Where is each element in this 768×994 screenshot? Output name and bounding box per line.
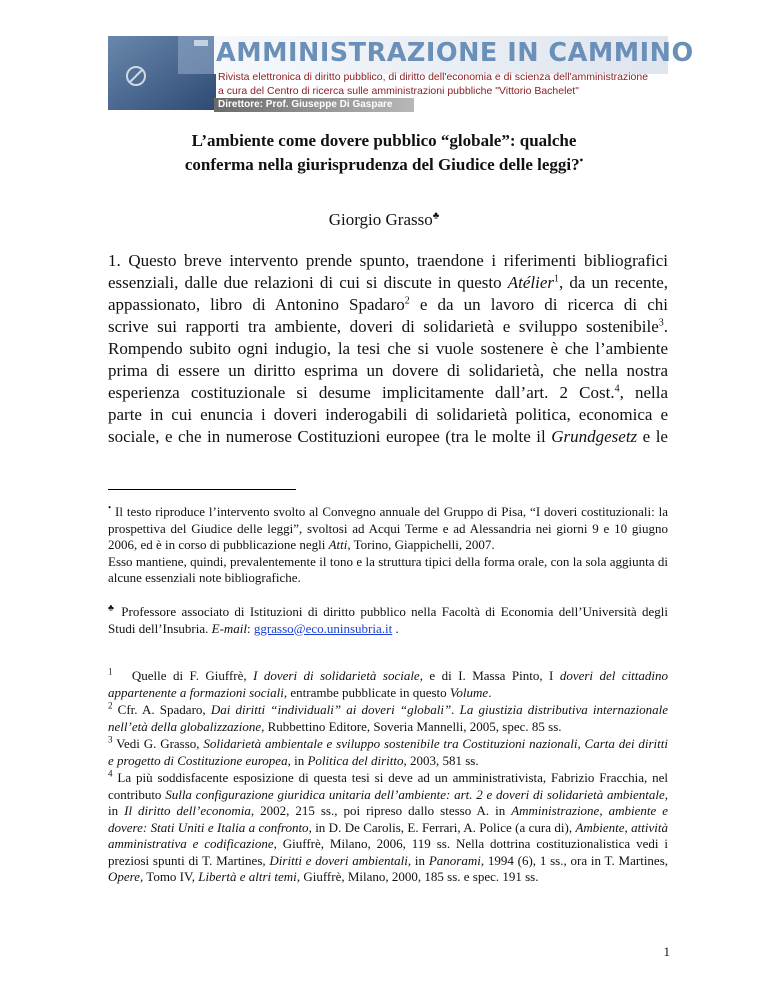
footnote-text: , Giuffrè, Milano, 2006, 119 ss. Nella dottrina costituzionalistica vedi i preziosi spunti di T. Martines,: [108, 836, 668, 868]
footnote-club: [108, 604, 668, 637]
title-footnote-mark: •: [579, 155, 584, 167]
body-text: e le: [637, 427, 668, 446]
body-italic: Atélier: [507, 273, 554, 292]
director-label: Direttore: Prof. Giuseppe Di Gaspare: [218, 99, 393, 110]
footnote-text: Esso mantiene, quindi, prevalentemente il tono e la struttura tipici della forma orale, con la sola aggiunta di alcune essenziali note bibliografiche.: [108, 553, 668, 585]
footnote-italic: doveri del cittadino appartenente a formazioni sociali: [108, 668, 669, 700]
footnote-text: , 1994 (6), 1 ss., ora in T. Martines,: [480, 852, 669, 868]
body-line: [108, 426, 668, 448]
body-line: [108, 338, 668, 360]
footnote-text: .: [392, 620, 399, 636]
footnote-text: , in D. De Carolis, E. Ferrari, A. Police (a cura di),: [308, 819, 576, 835]
footnote-italic: Volume: [449, 684, 489, 700]
footnote-ref[interactable]: 1: [554, 273, 559, 285]
footnote-ref[interactable]: 4: [614, 383, 620, 395]
body-line: [108, 250, 668, 272]
page-number: 1: [663, 944, 670, 959]
journal-subtitle: Rivista elettronica di diritto pubblico, di diritto dell'economia e di scienza dell'amministrazione: [218, 71, 649, 83]
footnote-italic: Ambiente, attività amministrativa e codificazione: [108, 819, 669, 851]
footnote-1: [108, 668, 668, 701]
body-text: , nella: [619, 383, 668, 402]
footnote-text: Vedi G. Grasso,: [116, 736, 204, 751]
footnote-text: , in: [287, 752, 308, 768]
footnote-italic: Il diritto dell’economia: [124, 803, 251, 818]
body-text: parte in cui enuncia i doveri inderogabili di solidarietà politica, economica e: [108, 405, 668, 424]
footnote-3: [108, 736, 668, 769]
body-text: prima di essere un diritto esprima un dovere di solidarietà, che nella nostra: [108, 361, 668, 380]
footnote-text: Cfr. A. Spadaro,: [117, 702, 211, 717]
author: [100, 210, 668, 230]
footnote-text: La più soddisfacente esposizione di questa tesi si deve ad un amministrativista, Fabrizio Fracchia, nel contributo: [108, 770, 669, 802]
journal-header: [108, 36, 694, 116]
footnote-text: , e di I. Massa Pinto, I: [419, 668, 560, 683]
footnote-text: , Torino, Giappichelli, 2007.: [347, 537, 495, 552]
body-text: esperienza costituzionale si desume implicitamente dall’art. 2 Cost.: [108, 383, 615, 402]
footnote-text: , entrambe pubblicate in questo: [283, 684, 450, 700]
email-label: E-mail: [211, 620, 248, 636]
body-text: e da un lavoro di ricerca di chi: [409, 295, 669, 314]
author-name: Giorgio Grasso: [328, 210, 433, 229]
footnote-text: Il testo riproduce l’intervento svolto al Convegno annuale del Gruppo di Pisa, “I doveri costituzionali: la prospettiva del Giudice delle leggi”, svoltosi ad Acqui Terme e ad Alessandria nei giorni 9 e 10 giugno 2006, ed è in corso di pubblicazione negli: [108, 504, 668, 552]
journal-logo: [108, 36, 216, 110]
article-title-line-2: [100, 155, 668, 175]
body-text: , da un recente,: [559, 273, 668, 292]
body-line: [108, 382, 668, 404]
footnote-mark: •: [108, 502, 112, 513]
body-line: [108, 360, 668, 382]
footnote-italic: Solidarietà ambientale e sviluppo sostenibile tra Costituzioni nazionali, Carta dei diritti e progetto di Costituzione europea: [108, 736, 669, 768]
body-line: [108, 272, 668, 294]
footnote-italic: Dai diritti “individuali” ai doveri “globali”. La giustizia distributiva internazionale nell’età della globalizzazione: [108, 702, 668, 734]
footnote-italic: Libertà e altri temi: [198, 869, 297, 884]
footnote-italic: Diritti e doveri ambientali: [269, 852, 408, 868]
footnote-text: Professore associato di Istituzioni di diritto pubblico nella Facoltà di Economia dell’Università degli Studi dell’Insubria.: [108, 604, 668, 636]
footnote-ref[interactable]: 2: [404, 295, 410, 307]
footnote-number: 4: [108, 768, 113, 779]
article-title-text: conferma nella giurisprudenza del Giudice delle leggi?: [184, 155, 580, 174]
body-italic: Grundgesetz: [551, 427, 638, 446]
footnote-text: , in: [108, 786, 668, 818]
footnote-text: , Rubbettino Editore, Soveria Mannelli, 2005, spec. 85 ss.: [261, 718, 562, 734]
director-bar: [214, 98, 414, 112]
footnote-italic: Politica del diritto: [307, 752, 404, 768]
body-text: .: [663, 317, 668, 336]
footnote-text: Quelle di F. Giuffrè,: [131, 668, 254, 683]
footnote-number: 3: [108, 734, 113, 745]
footnote-italic: Opere: [108, 869, 141, 884]
article-title-line-1: L’ambiente come dovere pubblico “globale”: qualche: [191, 131, 577, 150]
footnote-number: 2: [108, 700, 113, 711]
footnote-4: [108, 770, 668, 886]
body-text: 1. Questo breve intervento prende spunto, traendone i riferimenti bibliografici: [108, 251, 668, 270]
footnote-text: .: [488, 684, 492, 700]
body-text: scrive sui rapporti tra ambiente, doveri di solidarietà e sviluppo sostenibile: [108, 317, 659, 336]
footnote-italic: I doveri di solidarietà sociale: [253, 668, 420, 683]
body-line: [108, 404, 668, 426]
email-link[interactable]: ggrasso@eco.uninsubria.it: [253, 620, 393, 636]
body-text: sociale, e che in numerose Costituzioni europee (tra le molte il: [108, 427, 552, 446]
footnote-text: , 2002, 215 ss., poi ripreso dallo stesso A. in: [250, 803, 512, 818]
footnote-number: 1: [108, 666, 113, 677]
footnote-bullet: [108, 504, 668, 587]
footnote-text: , Tomo IV,: [140, 869, 199, 884]
journal-subtitle-2: a cura del Centro di ricerca sulle amministrazioni pubbliche "Vittorio Bachelet": [218, 85, 579, 97]
footnote-mark: ♣: [108, 602, 116, 613]
footnote-separator: [108, 489, 296, 490]
footnote-italic: Panorami: [428, 852, 481, 868]
footnote-text: , Giuffrè, Milano, 2000, 185 ss. e spec. 191 ss.: [296, 869, 539, 884]
footnote-italic: Amministrazione, ambiente e dovere: Stati Uniti e Italia a confronto: [108, 803, 668, 835]
footnote-italic: Sulla configurazione giuridica unitaria dell’ambiente: art. 2 e doveri di solidarietà ambientale: [165, 786, 665, 802]
author-footnote-mark: ♣: [432, 210, 440, 222]
footnote-italic: Atti: [328, 537, 348, 552]
footnote-text: [113, 668, 132, 683]
footnote-2: [108, 702, 668, 735]
footnote-text: , 2003, 581 ss.: [403, 752, 479, 768]
journal-title: AMMINISTRAZIONE IN CAMMINO: [216, 38, 694, 68]
footnote-ref[interactable]: 3: [658, 317, 664, 329]
body-text: essenziali, dalle due relazioni di cui si discute in questo: [108, 273, 508, 292]
footnote-text: , in: [407, 852, 429, 868]
body-text: Rompendo subito ogni indugio, la tesi che si vuole sostenere è che l’ambiente: [108, 339, 668, 358]
body-line: [108, 294, 668, 316]
body-line: [108, 316, 668, 338]
body-text: appassionato, libro di Antonino Spadaro: [108, 295, 405, 314]
footnote-text: :: [247, 620, 254, 636]
